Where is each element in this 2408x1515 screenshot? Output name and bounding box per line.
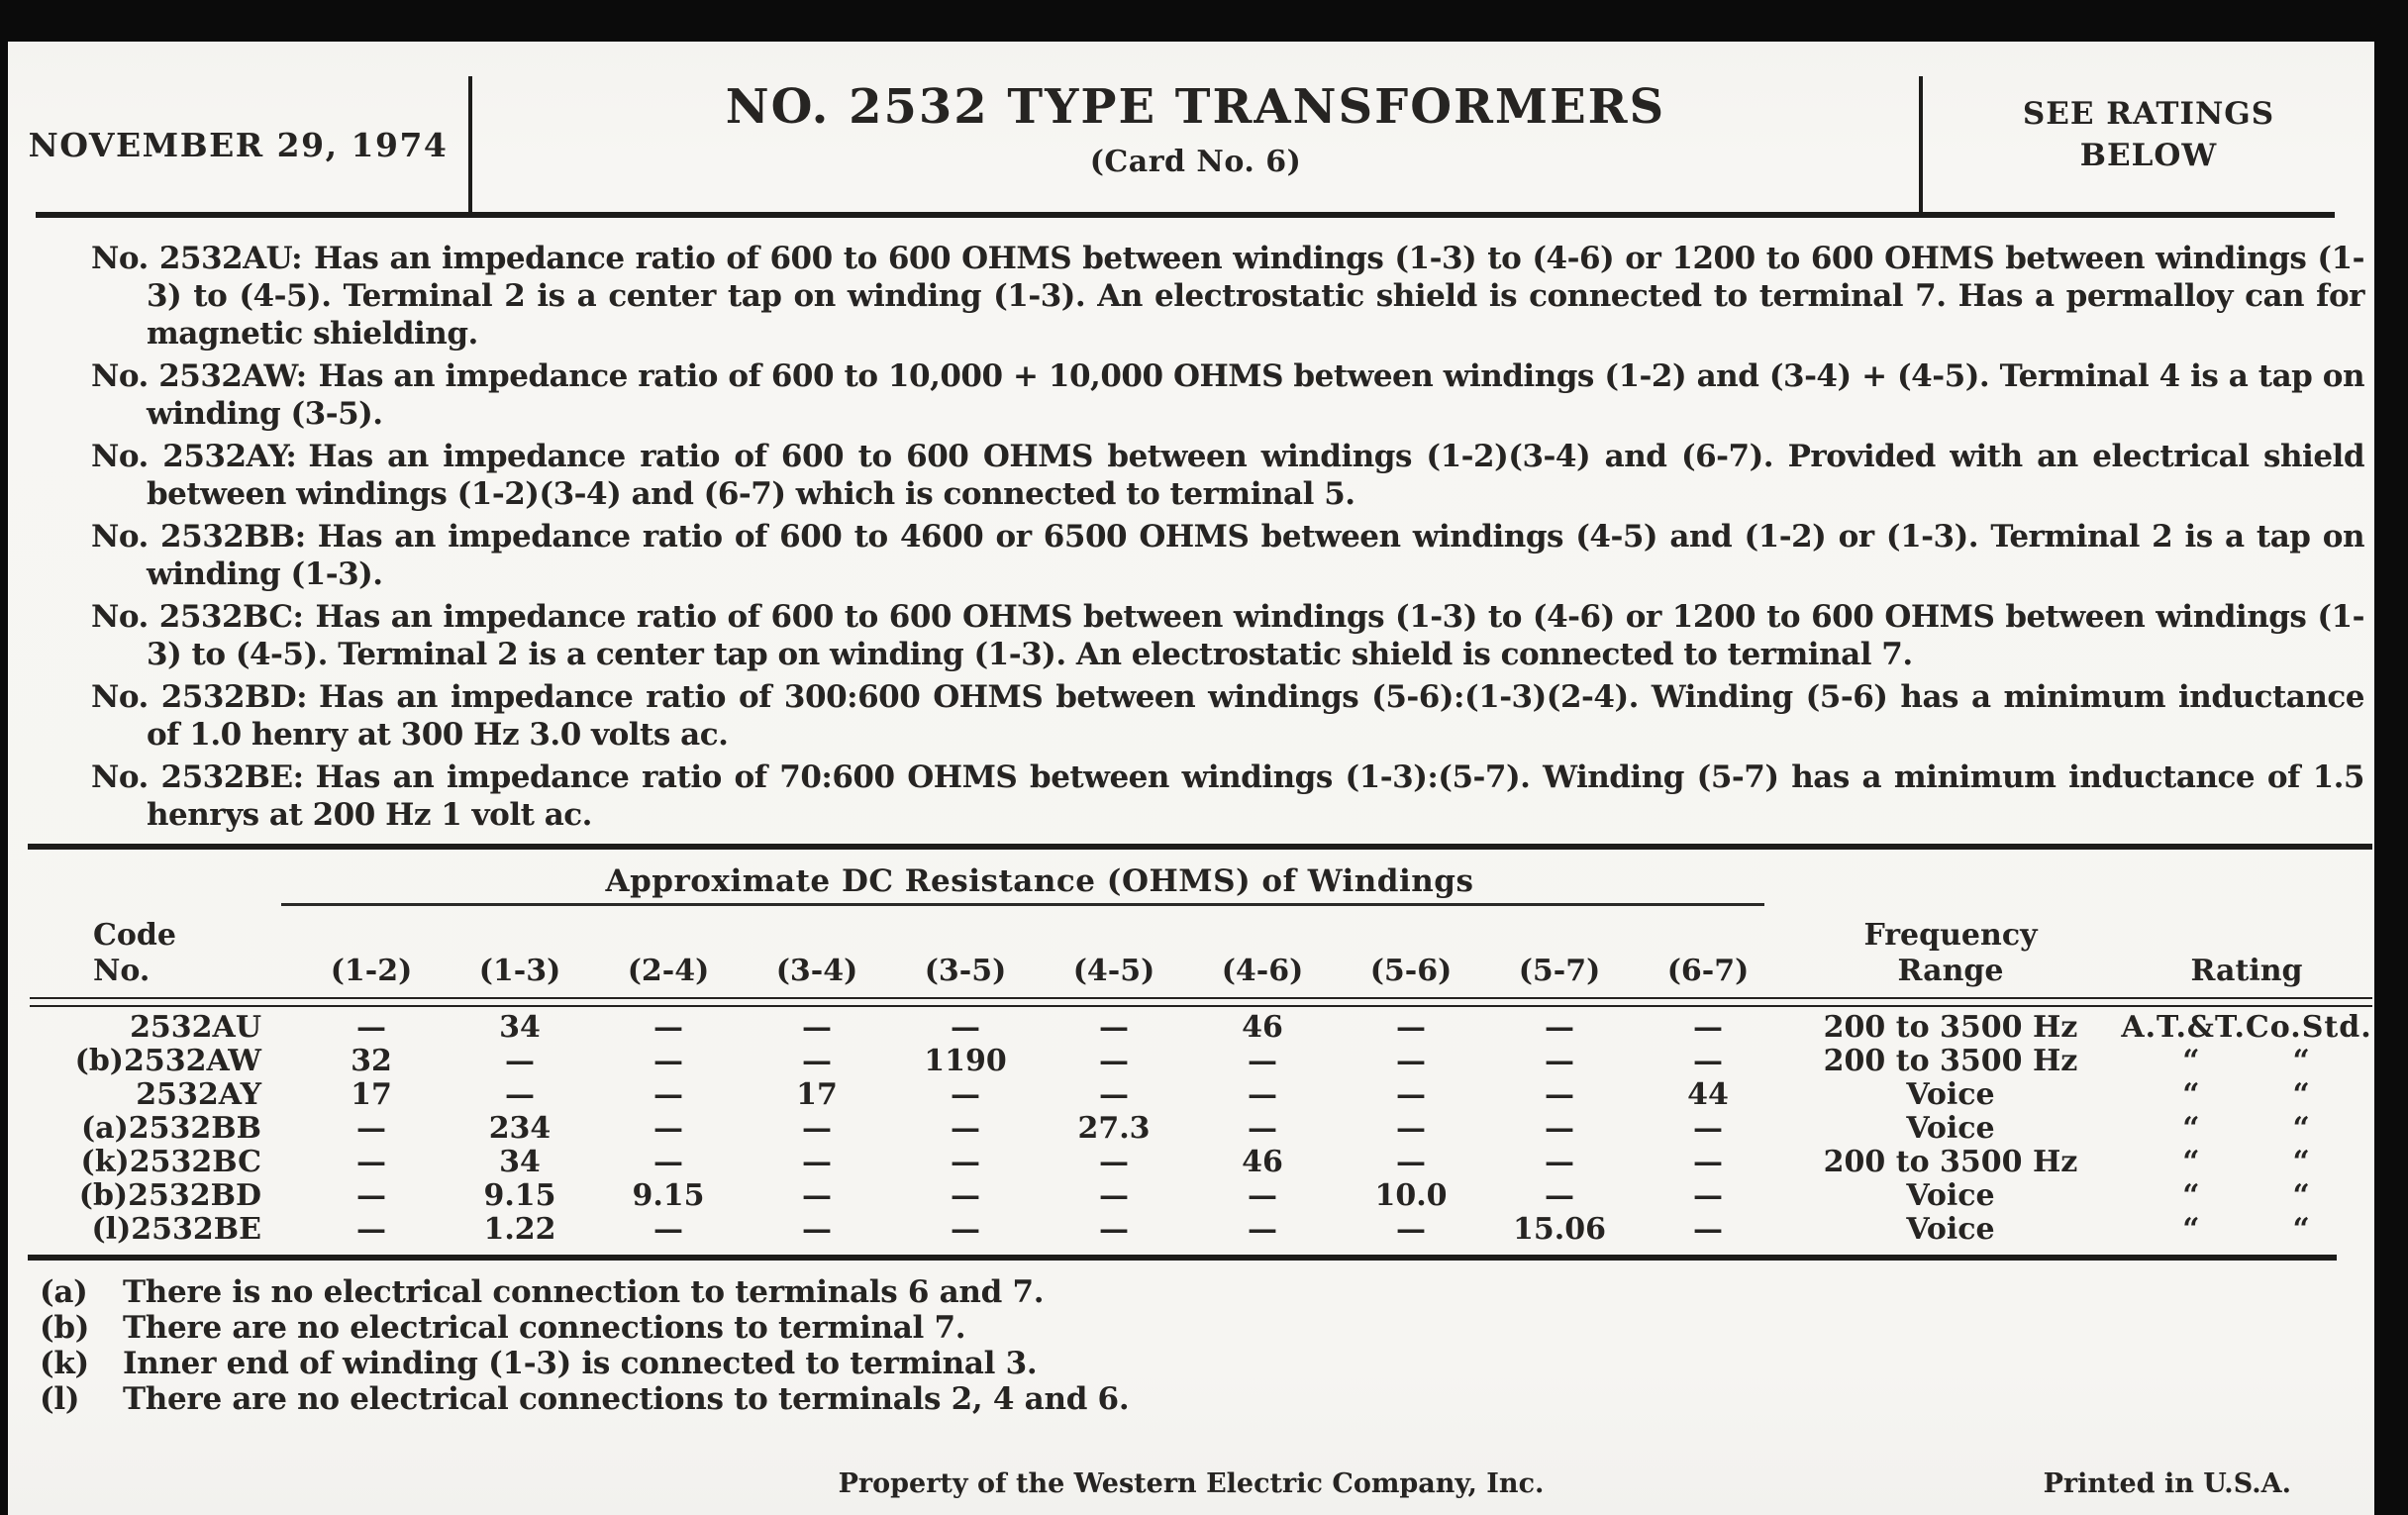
resistance-cell: —	[1099, 1044, 1129, 1078]
description-text: Has an impedance ratio of 600 to 600 OHMS between windings (1-2)(3-4) and (6-7). Provided with an electrical shield between windings (1-2)(3-4) and (6-7) which is connected to terminal 5.	[147, 439, 2364, 512]
description-2532AW	[91, 357, 2364, 433]
resistance-cell: —	[951, 1010, 980, 1045]
group-header-rule	[281, 903, 1764, 906]
footer	[8, 1468, 2374, 1499]
table-row	[8, 1213, 2374, 1247]
header	[8, 42, 2374, 218]
resistance-cell: 32	[351, 1044, 392, 1078]
table-top-rule	[28, 844, 2372, 850]
code-number: 2532BE	[131, 1212, 261, 1247]
frequency-cell: 200 to 3500 Hz	[1823, 1010, 2078, 1045]
resistance-cell: —	[1545, 1178, 1574, 1213]
see-ratings-line2: BELOW	[2079, 138, 2218, 173]
resistance-cell: —	[653, 1145, 683, 1179]
rating-cell: “ “	[2182, 1178, 2311, 1213]
resistance-cell: —	[802, 1178, 832, 1213]
column-header-4-5: (4-5)	[1072, 954, 1155, 988]
resistance-cell: —	[1396, 1212, 1426, 1247]
frequency-cell: Voice	[1906, 1212, 1995, 1247]
column-header-5-6: (5-6)	[1369, 954, 1453, 988]
resistance-cell: —	[1099, 1077, 1129, 1112]
resistance-cell: —	[951, 1212, 980, 1247]
resistance-cell: —	[505, 1077, 535, 1112]
resistance-cell: 9.15	[632, 1178, 705, 1213]
resistance-cell: —	[951, 1111, 980, 1146]
resistance-cell: —	[1545, 1077, 1574, 1112]
footnote-label: (k)	[40, 1346, 89, 1381]
see-ratings-note	[1923, 93, 2374, 176]
resistance-cell: —	[1693, 1044, 1723, 1078]
footnote-text: There is no electrical connection to terminals 6 and 7.	[123, 1274, 1045, 1310]
resistance-cell: —	[1396, 1077, 1426, 1112]
resistance-cell: 46	[1242, 1145, 1283, 1179]
table-header-row	[8, 918, 2374, 997]
code-label: No. 2532BC:	[91, 599, 304, 635]
resistance-table	[8, 844, 2374, 1261]
resistance-cell: —	[1099, 1212, 1129, 1247]
column-header-5-7: (5-7)	[1518, 954, 1601, 988]
column-header-6-7: (6-7)	[1666, 954, 1750, 988]
resistance-cell: 1.22	[483, 1212, 556, 1247]
header-rule	[36, 212, 2335, 218]
description-2532AU	[91, 240, 2364, 353]
description-2532BB	[91, 518, 2364, 593]
resistance-cell: —	[951, 1178, 980, 1213]
footnote-k	[40, 1346, 2374, 1381]
footnote-l	[40, 1381, 2374, 1417]
frequency-cell: Voice	[1906, 1111, 1995, 1146]
resistance-cell: 1190	[924, 1044, 1007, 1078]
frequency-cell: 200 to 3500 Hz	[1823, 1044, 2078, 1078]
resistance-cell: 15.06	[1513, 1212, 1606, 1247]
description-2532BC	[91, 598, 2364, 673]
rating-cell: “ “	[2182, 1044, 2311, 1078]
code-label: No. 2532AY:	[91, 439, 297, 474]
table-row	[8, 1179, 2374, 1213]
description-text: Has an impedance ratio of 600 to 4600 or 6500 OHMS between windings (4-5) and (1-2) or (1-3). Terminal 2 is a tap on winding (1-3).	[147, 519, 2364, 592]
resistance-cell: —	[356, 1178, 386, 1213]
frequency-cell: 200 to 3500 Hz	[1823, 1145, 2078, 1179]
column-header-3-4: (3-4)	[775, 954, 858, 988]
resistance-cell: —	[1099, 1178, 1129, 1213]
resistance-cell: 34	[499, 1010, 541, 1045]
page-title: NO. 2532 TYPE TRANSFORMERS	[725, 79, 1666, 135]
footnote-text: There are no electrical connections to terminals 2, 4 and 6.	[123, 1381, 1130, 1417]
resistance-cell: —	[653, 1044, 683, 1078]
resistance-cell: —	[1693, 1178, 1723, 1213]
resistance-cell: —	[1396, 1010, 1426, 1045]
code-prefix: (k)	[80, 1145, 130, 1179]
resistance-cell: —	[802, 1212, 832, 1247]
printed-in-usa: Printed in U.S.A.	[2043, 1468, 2291, 1499]
resistance-cell: —	[802, 1111, 832, 1146]
table-row	[8, 1011, 2374, 1045]
code-prefix: (a)	[80, 1111, 129, 1146]
description-text: Has an impedance ratio of 600 to 600 OHMS between windings (1-3) to (4-6) or 1200 to 600 OHMS between windings (1-3) to (4-5). Terminal 2 is a center tap on winding (1-3). An electrostatic shield is connected to terminal 7.	[147, 599, 2364, 672]
rating-cell: “ “	[2182, 1111, 2311, 1146]
resistance-cell: —	[505, 1044, 535, 1078]
resistance-cell: —	[1693, 1212, 1723, 1247]
frequency-cell: Voice	[1906, 1077, 1995, 1112]
code-label: No. 2532BD:	[91, 679, 308, 715]
resistance-cell: —	[653, 1212, 683, 1247]
resistance-cell: —	[356, 1145, 386, 1179]
header-center	[472, 79, 1919, 179]
resistance-cell: —	[1248, 1111, 1277, 1146]
resistance-cell: 9.15	[483, 1178, 556, 1213]
description-text: Has an impedance ratio of 300:600 OHMS between windings (5-6):(1-3)(2-4). Winding (5-6) has a minimum inductance of 1.0 henry at 300 Hz 3.0 volts ac.	[147, 679, 2364, 753]
resistance-cell: 17	[351, 1077, 392, 1112]
card-number: (Card No. 6)	[1089, 145, 1302, 179]
footnote-label: (a)	[40, 1274, 88, 1310]
resistance-cell: 17	[796, 1077, 838, 1112]
resistance-cell: —	[1396, 1111, 1426, 1146]
code-number: 2532AW	[124, 1044, 261, 1078]
frequency-column-header: Frequency Range	[1863, 918, 2038, 988]
resistance-cell: —	[1396, 1145, 1426, 1179]
resistance-cell: 27.3	[1077, 1111, 1151, 1146]
table-row	[8, 1078, 2374, 1112]
resistance-cell: —	[1693, 1111, 1723, 1146]
rating-cell: “ “	[2182, 1212, 2311, 1247]
code-prefix: (b)	[78, 1178, 129, 1213]
resistance-cell: —	[1396, 1044, 1426, 1078]
resistance-cell: —	[1693, 1145, 1723, 1179]
resistance-cell: 234	[488, 1111, 552, 1146]
resistance-cell: —	[653, 1077, 683, 1112]
resistance-cell: —	[1248, 1178, 1277, 1213]
document-page	[8, 42, 2374, 1515]
resistance-cell: —	[951, 1145, 980, 1179]
resistance-cell: 44	[1687, 1077, 1729, 1112]
code-label: No. 2532BB:	[91, 519, 306, 555]
frequency-cell: Voice	[1906, 1178, 1995, 1213]
resistance-cell: —	[653, 1111, 683, 1146]
resistance-cell: —	[1099, 1010, 1129, 1045]
description-2532AY	[91, 438, 2364, 513]
resistance-cell: 34	[499, 1145, 541, 1179]
header-separator-rule	[30, 997, 2372, 1007]
rating-column-header: Rating	[2190, 954, 2303, 988]
footnote-text: There are no electrical connections to terminal 7.	[123, 1310, 966, 1346]
resistance-cell: 46	[1242, 1010, 1283, 1045]
footnotes-section	[8, 1274, 2374, 1417]
table-row	[8, 1146, 2374, 1179]
description-text: Has an impedance ratio of 600 to 10,000 + 10,000 OHMS between windings (1-2) and (3-4) + (4-5). Terminal 4 is a tap on winding (3-5).	[147, 358, 2364, 432]
description-text: Has an impedance ratio of 70:600 OHMS between windings (1-3):(5-7). Winding (5-7) has a minimum inductance of 1.5 henrys at 200 Hz 1 volt ac.	[147, 759, 2365, 833]
footnote-label: (l)	[40, 1381, 80, 1417]
column-header-4-6: (4-6)	[1221, 954, 1304, 988]
resistance-cell: 10.0	[1374, 1178, 1448, 1213]
resistance-cell: —	[951, 1077, 980, 1112]
description-text: Has an impedance ratio of 600 to 600 OHMS between windings (1-3) to (4-6) or 1200 to 600 OHMS between windings (1-3) to (4-5). Terminal 2 is a center tap on winding (1-3). An electrostatic shield is connected to terminal 7. Has a permalloy can for magnetic shielding.	[147, 241, 2364, 352]
footnote-b	[40, 1310, 2374, 1346]
footnote-a	[40, 1274, 2374, 1310]
code-number: 2532BB	[128, 1111, 261, 1146]
code-prefix: (b)	[74, 1044, 125, 1078]
column-header-3-5: (3-5)	[924, 954, 1007, 988]
resistance-cell: —	[1545, 1044, 1574, 1078]
descriptions-section	[8, 218, 2374, 834]
resistance-cell: —	[1248, 1044, 1277, 1078]
code-number: 2532AU	[130, 1010, 261, 1045]
table-group-header: Approximate DC Resistance (OHMS) of Windings	[605, 863, 1474, 899]
resistance-cell: —	[653, 1010, 683, 1045]
code-number: 2532AY	[136, 1077, 261, 1112]
resistance-cell: —	[1545, 1145, 1574, 1179]
resistance-cell: —	[1099, 1145, 1129, 1179]
column-header-2-4: (2-4)	[627, 954, 710, 988]
column-header-1-3: (1-3)	[478, 954, 561, 988]
resistance-cell: —	[356, 1010, 386, 1045]
resistance-cell: —	[802, 1010, 832, 1045]
resistance-cell: —	[1248, 1212, 1277, 1247]
description-2532BD	[91, 678, 2364, 754]
code-label: No. 2532BE:	[91, 759, 304, 795]
code-number: 2532BD	[128, 1178, 261, 1213]
code-prefix: (l)	[91, 1212, 132, 1247]
resistance-cell: —	[802, 1145, 832, 1179]
description-2532BE	[91, 758, 2364, 834]
table-row	[8, 1112, 2374, 1146]
issue-date: NOVEMBER 29, 1974	[28, 126, 449, 164]
code-label: No. 2532AU:	[91, 241, 303, 276]
resistance-cell: —	[356, 1111, 386, 1146]
table-row	[8, 1045, 2374, 1078]
resistance-cell: —	[1545, 1111, 1574, 1146]
resistance-cell: —	[1693, 1010, 1723, 1045]
property-notice: Property of the Western Electric Company, Inc.	[838, 1468, 1545, 1499]
resistance-cell: —	[1248, 1077, 1277, 1112]
table-body	[8, 1011, 2374, 1247]
code-column-header: Code No.	[93, 918, 176, 988]
rating-cell: “ “	[2182, 1077, 2311, 1112]
rating-cell: A.T.&T.Co.Std.	[2121, 1010, 2372, 1045]
code-number: 2532BC	[129, 1145, 261, 1179]
resistance-cell: —	[356, 1212, 386, 1247]
footnote-label: (b)	[40, 1310, 90, 1346]
resistance-cell: —	[802, 1044, 832, 1078]
rating-cell: “ “	[2182, 1145, 2311, 1179]
table-bottom-rule	[28, 1255, 2337, 1261]
resistance-cell: —	[1545, 1010, 1574, 1045]
footnote-text: Inner end of winding (1-3) is connected to terminal 3.	[123, 1346, 1038, 1381]
column-header-1-2: (1-2)	[330, 954, 413, 988]
code-label: No. 2532AW:	[91, 358, 307, 394]
see-ratings-line1: SEE RATINGS	[2022, 96, 2275, 132]
